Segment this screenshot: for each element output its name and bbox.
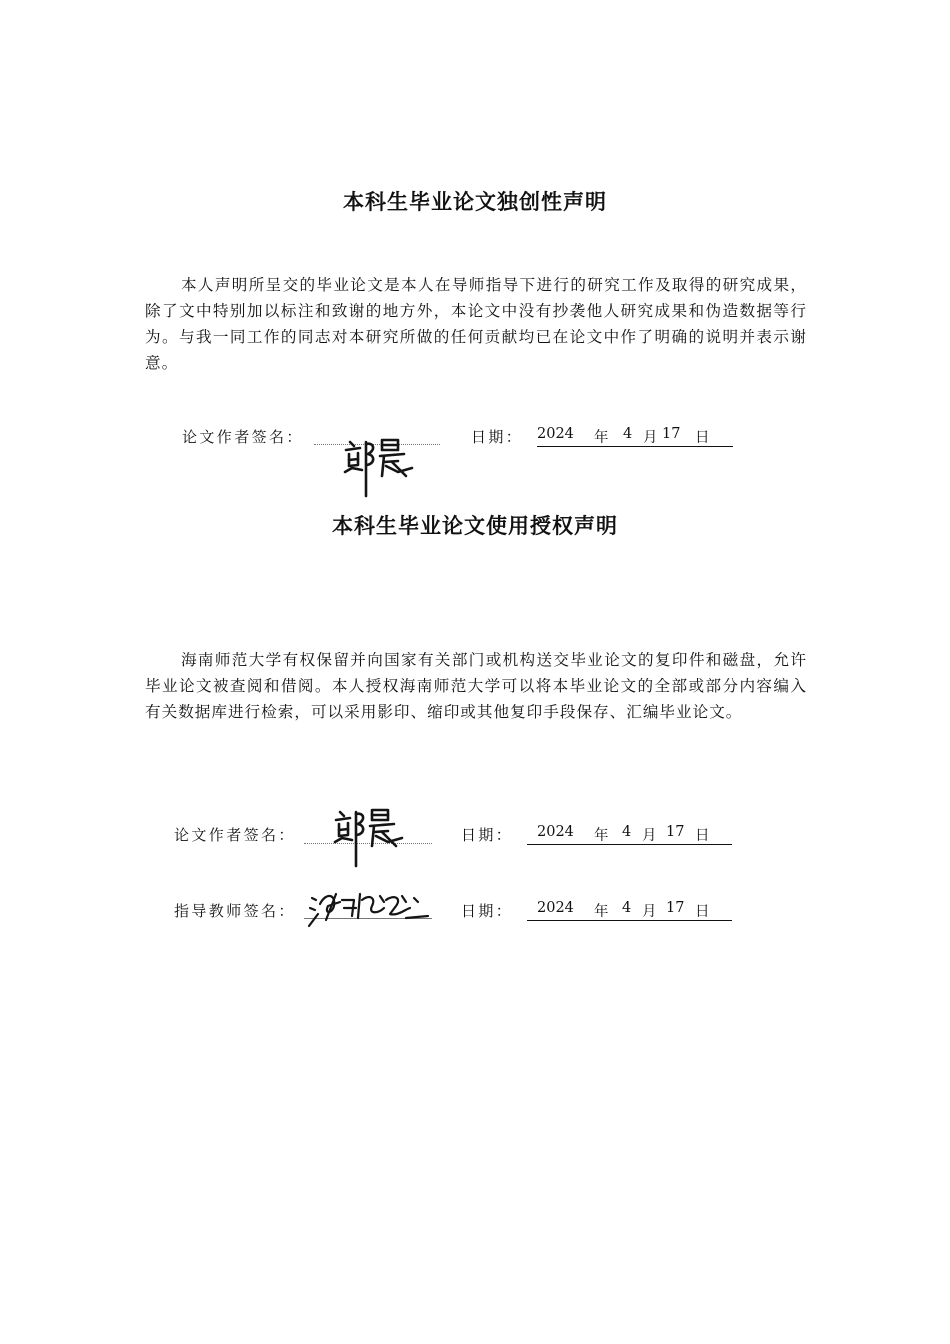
authorization-advisor-date-month: 4 (622, 900, 632, 916)
declaration-title: 本科生毕业论文独创性声明 (343, 190, 607, 214)
authorization-author-date-month: 4 (622, 824, 632, 840)
authorization-author-date-field[interactable] (527, 824, 732, 845)
authorization-author-date-label: 日期： (461, 826, 514, 844)
authorization-advisor-label: 指导教师签名： (174, 902, 296, 920)
authorization-title: 本科生毕业论文使用授权声明 (332, 514, 618, 538)
authorization-advisor-date-day: 17 (666, 900, 685, 916)
authorization-advisor-date-field[interactable] (527, 900, 732, 921)
authorization-advisor-date-month-unit: 月 (642, 904, 657, 920)
declaration-date-month: 4 (623, 426, 633, 442)
authorization-author-date-year: 2024 (537, 824, 574, 840)
authorization-body: 海南师范大学有权保留并向国家有关部门或机构送交毕业论文的复印件和磁盘，允许毕业论文被查阅和借阅。本人授权海南师范大学可以将本毕业论文的全部或部分内容编入有关数据库进行检索，可以采用影印、缩印或其他复印手段保存、汇编毕业论文。 (145, 651, 807, 721)
authorization-author-signature (330, 802, 410, 868)
authorization-author-date-day: 17 (666, 824, 685, 840)
authorization-author-label: 论文作者签名： (174, 826, 296, 844)
authorization-advisor-date-year: 2024 (537, 900, 574, 916)
authorization-advisor-date-label: 日期： (461, 902, 514, 920)
authorization-advisor-date-year-unit: 年 (594, 904, 609, 920)
declaration-date-month-unit: 月 (643, 430, 658, 446)
declaration-body: 本人声明所呈交的毕业论文是本人在导师指导下进行的研究工作及取得的研究成果，除了文中特别加以标注和致谢的地方外，本论文中没有抄袭他人研究成果和伪造数据等行为。与我一同工作的同志对本研究所做的任何贡献均已在论文中作了明确的说明并表示谢意。 (145, 276, 807, 372)
authorization-author-date-year-unit: 年 (594, 828, 609, 844)
declaration-date-label: 日期： (471, 428, 524, 446)
authorization-author-date-month-unit: 月 (642, 828, 657, 844)
authorization-author-date-day-unit: 日 (695, 828, 710, 844)
declaration-date-field[interactable] (537, 426, 733, 447)
authorization-advisor-signature (306, 884, 436, 930)
declaration-date-day: 17 (662, 426, 681, 442)
authorization-advisor-date-day-unit: 日 (695, 904, 710, 920)
declaration-date-day-unit: 日 (695, 430, 710, 446)
declaration-author-label: 论文作者签名： (182, 428, 304, 446)
declaration-date-year: 2024 (537, 426, 574, 442)
declaration-date-year-unit: 年 (594, 430, 609, 446)
declaration-author-signature (340, 432, 420, 498)
